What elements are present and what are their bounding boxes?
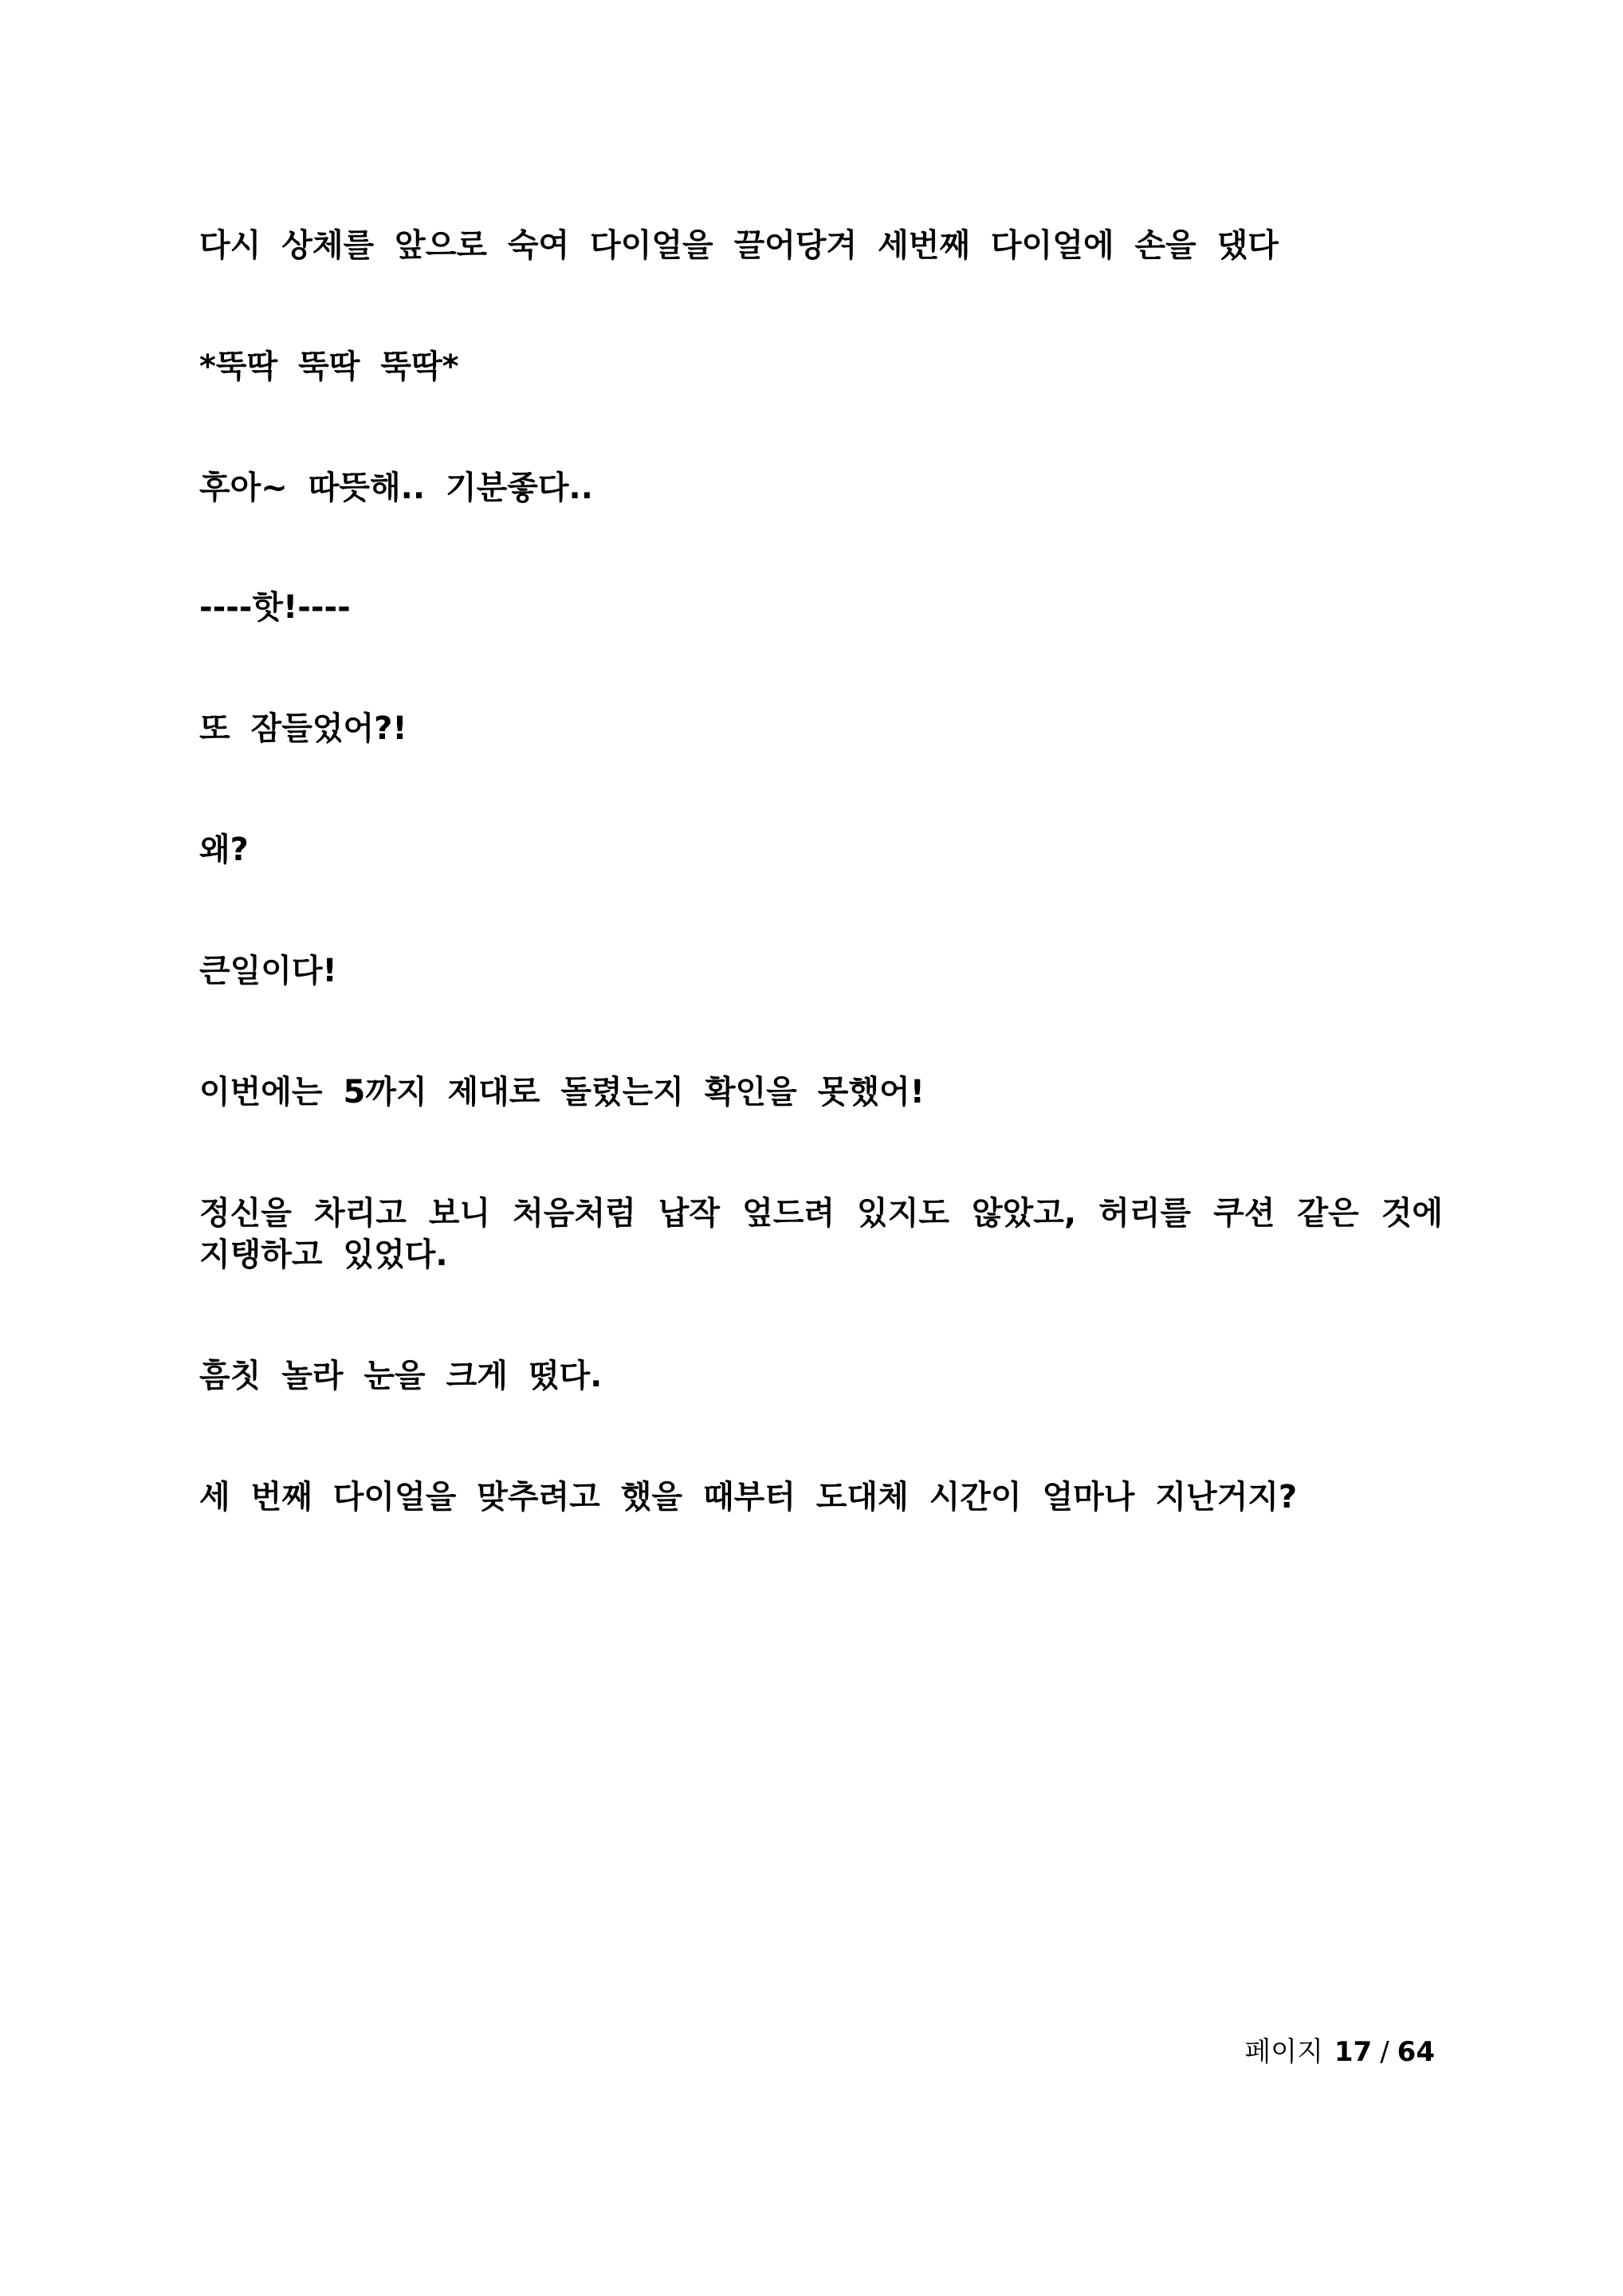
page-label: 페이지 [1244,2036,1323,2068]
paragraph-11: 세 번째 다이얼을 맞추려고 했을 때부터 도대체 시간이 얼마나 지난거지? [199,1479,1298,1516]
paragraph-1: 다시 상체를 앞으로 숙여 다이얼을 끌어당겨 세번째 다이얼에 손을 댔다 [199,227,1279,264]
paragraph-5: 또 잠들었어?! [199,710,407,747]
paragraph-9: 정신을 차리고 보니 처음처럼 납작 엎드려 있지도 않았고, 허리를 쿠션 같은 것에 지탱하고 있었다. [199,1195,1443,1273]
paragraph-8: 이번에는 5까지 제대로 돌렸는지 확인을 못했어! [199,1074,925,1111]
paragraph-4: ----핫!---- [199,589,351,626]
paragraph-6: 왜? [199,832,249,868]
page-number-footer [1244,2035,1435,2070]
page-separator: / [1380,2036,1389,2068]
paragraph-3: 후아~ 따뜻해.. 기분좋다.. [199,470,593,506]
paragraph-7: 큰일이다! [199,953,337,989]
paragraph-10: 흠칫 놀라 눈을 크게 떴다. [199,1358,603,1394]
paragraph-2: *뚝딱 뚝딱 뚝딱* [199,348,459,385]
current-page-number: 17 [1334,2036,1373,2068]
total-page-count: 64 [1397,2036,1435,2068]
